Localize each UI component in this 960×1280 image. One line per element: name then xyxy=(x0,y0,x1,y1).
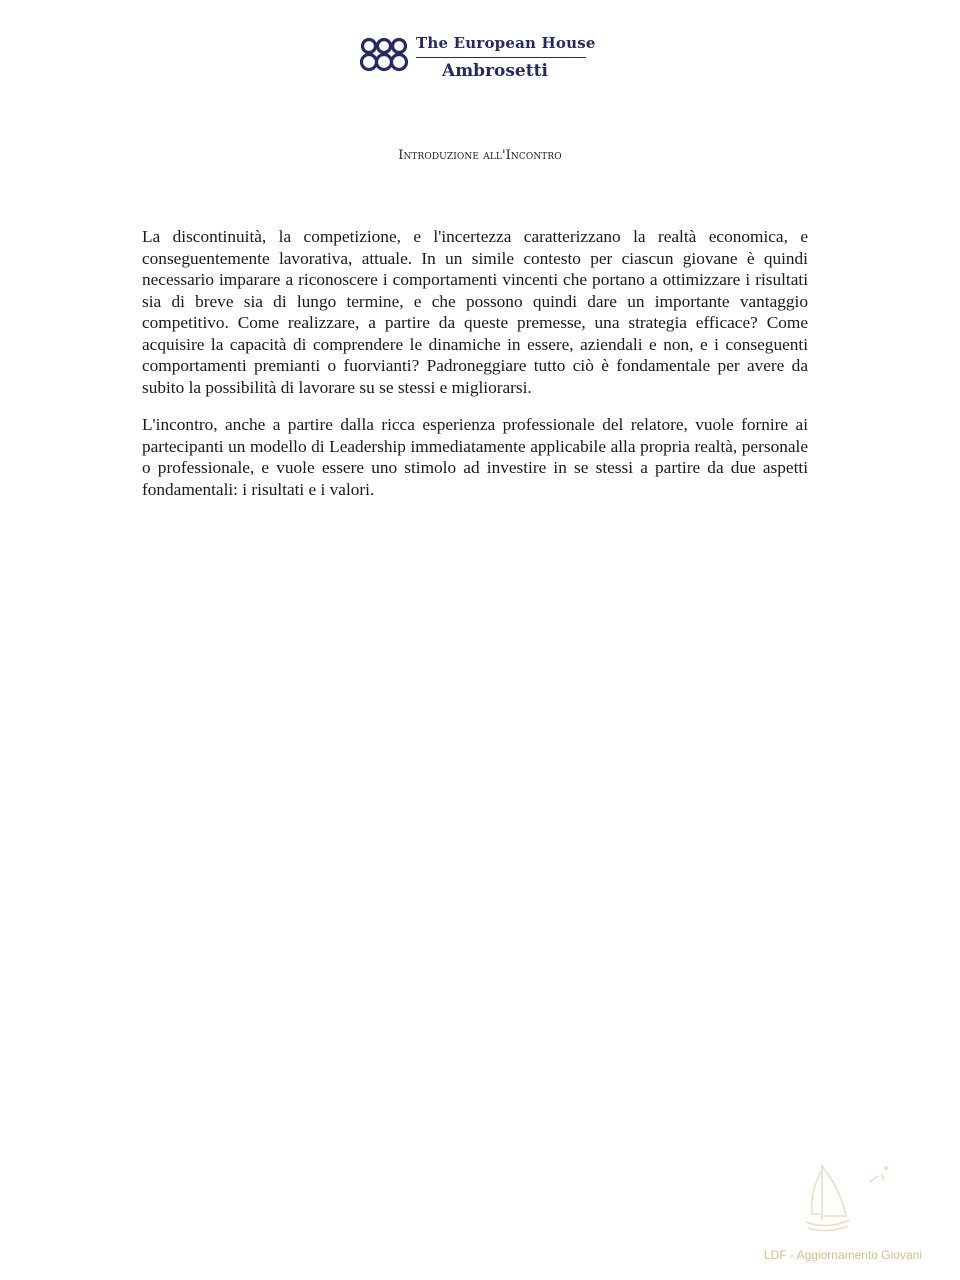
ambrosetti-logo-icon xyxy=(360,34,412,76)
paragraph: La discontinuità, la competizione, e l'incertezza caratterizzano la realtà economica, e conseguentemente lavorativa, attuale. In un simile contesto per ciascun giovane è quindi necessario imparare a riconoscere i comportamenti vincenti che portano a ottimizzare i risultati sia di breve sia di lungo termine, e che possono quindi dare un importante vantaggio competitivo. Come realizzare, a partire da queste premesse, una strategia efficace? Come acquisire la capacità di comprendere le dinamiche in essere, aziendali e non, e i conseguenti comportamenti premianti o fuorvianti? Padroneggiare tutto ciò è fondamentale per avere da subito la possibilità di lavorare su se stessi e migliorarsi. xyxy=(142,227,808,397)
document-body xyxy=(142,226,808,516)
sailboat-icon xyxy=(800,1158,900,1238)
footer-label: LDF - Aggiornamento Giovani xyxy=(763,1248,922,1262)
paragraph: L'incontro, anche a partire dalla ricca esperienza professionale del relatore, vuole fornire ai partecipanti un modello di Leadership immediatamente applicabile alla propria realtà, personale o professionale, e vuole essere uno stimolo ad investire in se stessi a partire da due aspetti fondamentali: i risultati e i valori. xyxy=(142,415,808,499)
logo-divider xyxy=(416,57,586,58)
logo-text-line2: Ambrosetti xyxy=(442,61,548,81)
logo-text-line1: The European House xyxy=(416,34,596,52)
company-logo xyxy=(360,30,600,90)
section-title: Introduzione all'Incontro xyxy=(398,148,562,163)
